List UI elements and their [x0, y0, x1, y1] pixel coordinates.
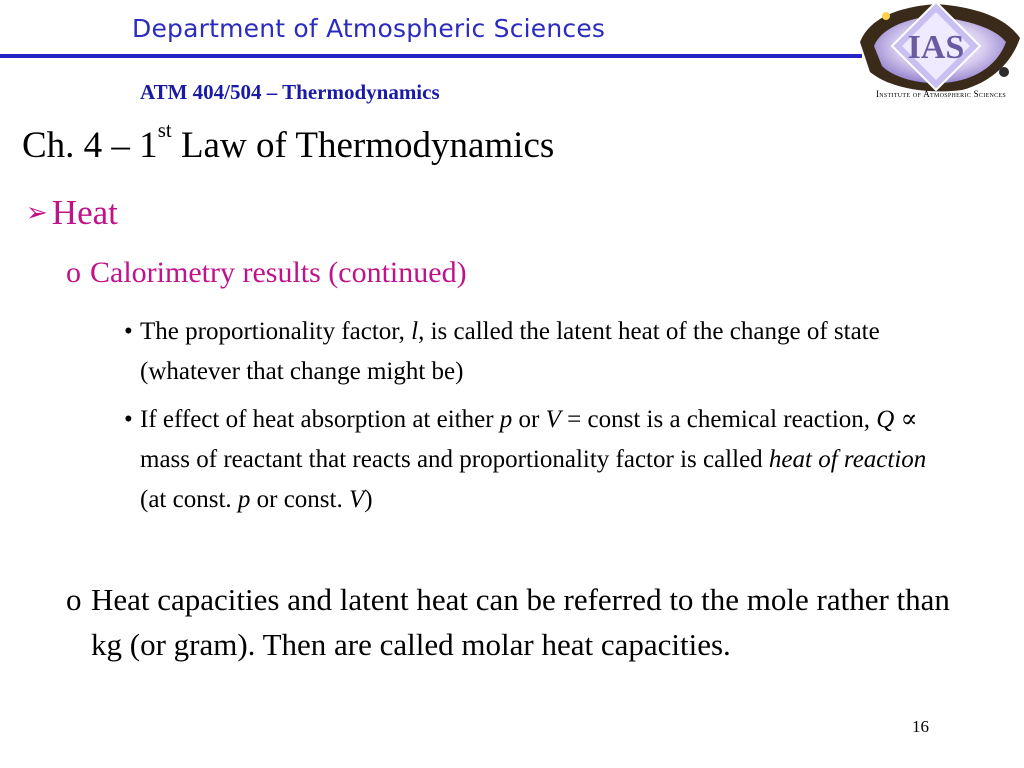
arrow-bullet-icon: ➢ [26, 198, 48, 227]
department-heading: Department of Atmospheric Sciences [132, 14, 606, 43]
circle-bullet-icon: o [66, 582, 82, 617]
subtopic-calorimetry: o Calorimetry results (continued) [66, 256, 467, 289]
bullet-latent-heat: • The proportionality factor, l, is called the latent heat of the change of state (whatever that change might be) [124, 312, 954, 392]
dot-bullet-icon: • [124, 406, 133, 433]
ias-logo [852, 2, 1024, 100]
page-number: 16 [912, 717, 929, 736]
dot-bullet-icon: • [124, 318, 133, 345]
slide-title: Ch. 4 – 1st Law of Thermodynamics [22, 118, 555, 166]
subtopic-molar-heat-capacities: o Heat capacities and latent heat can be referred to the mole rather than kg (or gram). Then are called molar heat capacities. [66, 577, 966, 667]
bullet-heat-of-reaction: • If effect of heat absorption at either p or V = const is a chemical reaction, Q ∝ mass of reactant that reacts and proportionality factor is called heat of reaction (at const. p or const. V) [124, 400, 954, 520]
header-rule [0, 54, 862, 58]
logo-caption: Institute of Atmospheric Sciences [876, 89, 1006, 99]
topic-heading: ➢ Heat [26, 193, 118, 232]
circle-bullet-icon: o [66, 256, 81, 289]
logo-letters: IAS [907, 29, 965, 66]
course-title: ATM 404/504 – Thermodynamics [140, 80, 440, 104]
